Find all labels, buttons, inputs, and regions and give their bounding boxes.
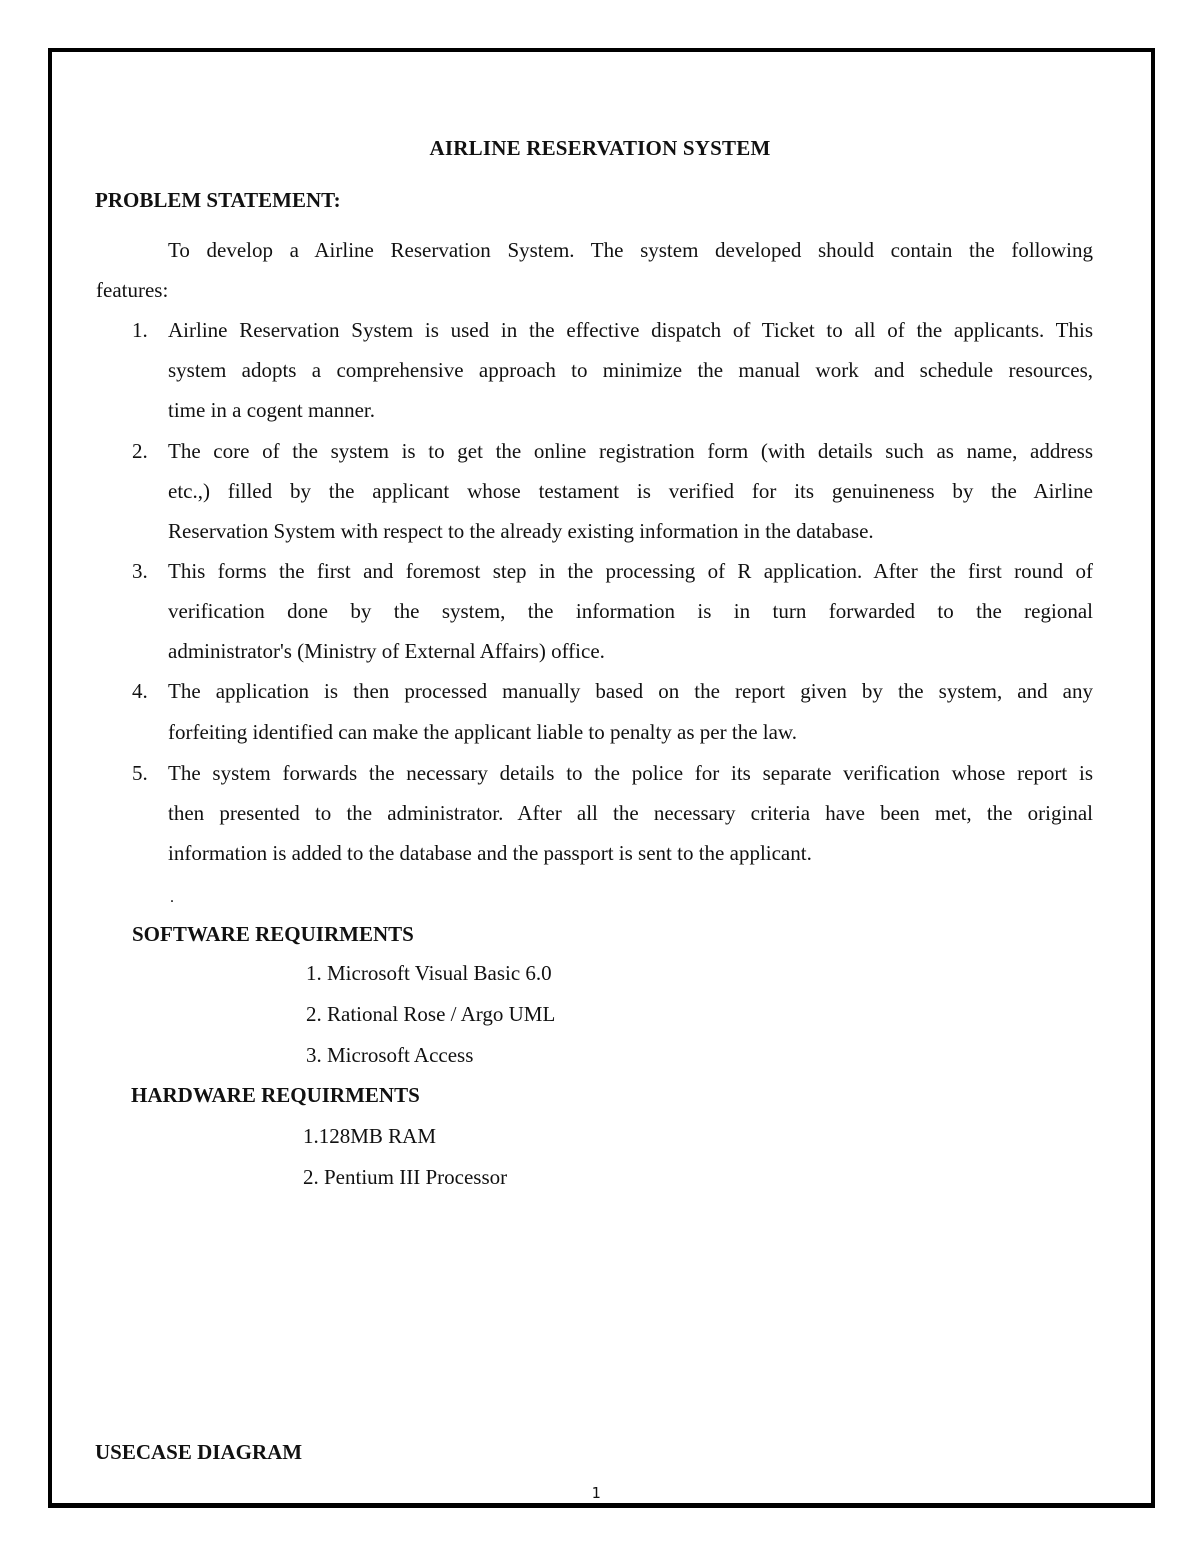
list-item-line: system adopts a comprehensive approach to minimize the manual work and schedule resources, bbox=[168, 358, 1093, 382]
problem-statement-heading: PROBLEM STATEMENT: bbox=[95, 188, 341, 212]
list-item-line: administrator's (Ministry of External Affairs) office. bbox=[168, 639, 605, 663]
list-item-number: 3. bbox=[132, 559, 148, 583]
list-item-line: The application is then processed manually based on the report given by the system, and any bbox=[168, 679, 1093, 703]
usecase-diagram-heading: USECASE DIAGRAM bbox=[95, 1440, 303, 1464]
hardware-item: 1.128MB RAM bbox=[303, 1124, 437, 1148]
list-item-number: 5. bbox=[132, 761, 148, 785]
list-item-line: time in a cogent manner. bbox=[168, 398, 376, 422]
list-item-line: verification done by the system, the information is in turn forwarded to the regional bbox=[168, 599, 1093, 623]
list-item-line: Reservation System with respect to the already existing information in the database. bbox=[168, 519, 874, 543]
hardware-requirements-heading: HARDWARE REQUIRMENTS bbox=[131, 1083, 420, 1107]
intro-line-2: features: bbox=[96, 278, 169, 302]
list-item-line: The core of the system is to get the online registration form (with details such as name, address bbox=[168, 439, 1093, 463]
list-item-number: 4. bbox=[132, 679, 148, 703]
list-item-line: then presented to the administrator. After all the necessary criteria have been met, the original bbox=[168, 801, 1093, 825]
hardware-item: 2. Pentium III Processor bbox=[303, 1165, 508, 1189]
list-item-line: The system forwards the necessary details to the police for its separate verification whose report is bbox=[168, 761, 1093, 785]
stray-dot: . bbox=[170, 889, 174, 906]
list-item-line: This forms the first and foremost step in the processing of R application. After the first round of bbox=[168, 559, 1093, 583]
list-item-line: information is added to the database and the passport is sent to the applicant. bbox=[168, 841, 812, 865]
software-item: 1. Microsoft Visual Basic 6.0 bbox=[306, 961, 552, 985]
intro-line-1: To develop a Airline Reservation System. The system developed should contain the following bbox=[168, 238, 1093, 262]
list-item-number: 2. bbox=[132, 439, 148, 463]
software-item: 3. Microsoft Access bbox=[306, 1043, 474, 1067]
list-item-line: forfeiting identified can make the applicant liable to penalty as per the law. bbox=[168, 720, 797, 744]
list-item-number: 1. bbox=[132, 318, 148, 342]
software-requirements-heading: SOFTWARE REQUIRMENTS bbox=[132, 922, 414, 946]
document-title: AIRLINE RESERVATION SYSTEM bbox=[429, 136, 771, 160]
software-item: 2. Rational Rose / Argo UML bbox=[306, 1002, 556, 1026]
page-number: 1 bbox=[591, 1484, 601, 1502]
list-item-line: etc.,) filled by the applicant whose testament is verified for its genuineness by the Airline bbox=[168, 479, 1093, 503]
list-item-line: Airline Reservation System is used in the effective dispatch of Ticket to all of the applicants. This bbox=[168, 318, 1093, 342]
